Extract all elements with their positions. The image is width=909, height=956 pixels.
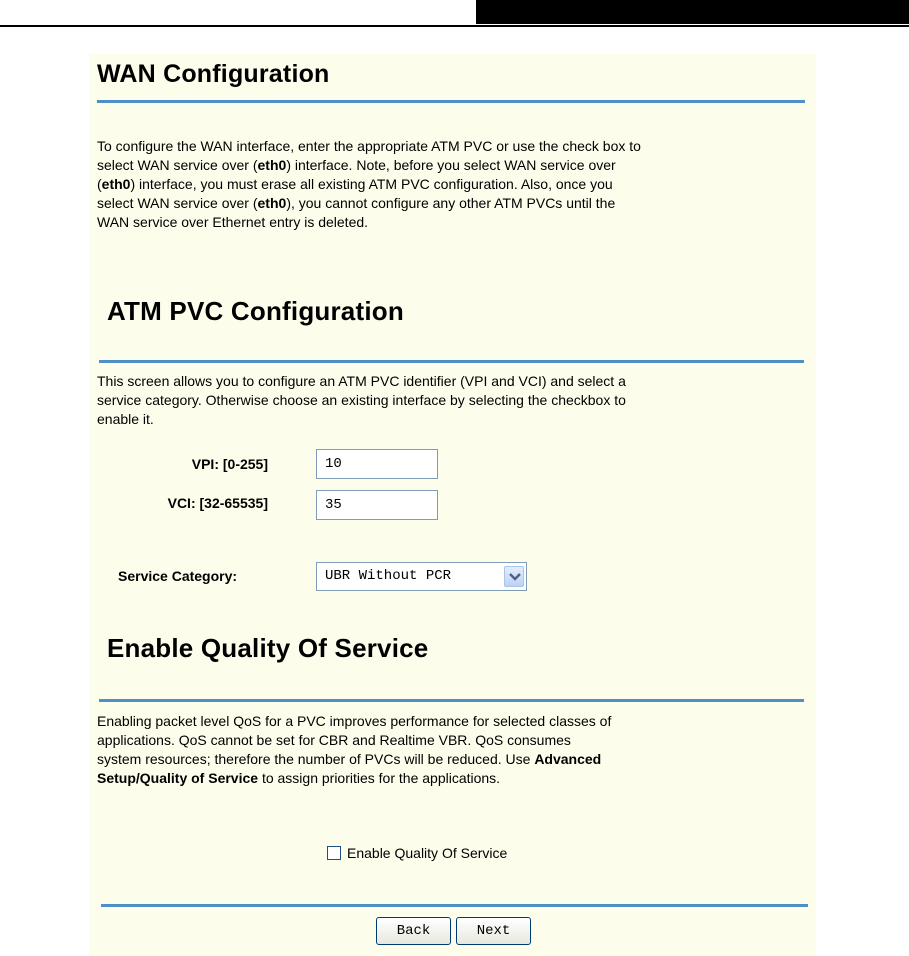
qos-desc-line-4: Setup/Quality of Service to assign priorities for the applications. (97, 770, 501, 786)
atm-desc-line-3: enable it. (97, 411, 154, 427)
wan-desc-line-3: (eth0) interface, you must erase all existing ATM PVC configuration. Also, once you (97, 176, 613, 192)
enable-qos-checkbox[interactable] (327, 846, 341, 860)
atm-desc-line-1: This screen allows you to configure an ATM PVC identifier (VPI and VCI) and select a (97, 373, 626, 389)
wan-desc-line-4: select WAN service over (eth0), you cannot configure any other ATM PVCs until the (97, 195, 616, 211)
service-category-select[interactable] (316, 562, 527, 591)
dropdown-arrow-button[interactable] (504, 566, 524, 587)
vci-input[interactable]: 35 (316, 490, 438, 520)
qos-divider (99, 699, 804, 702)
enable-qos-label[interactable]: Enable Quality Of Service (347, 845, 508, 861)
atm-title: ATM PVC Configuration (107, 296, 404, 326)
vpi-input[interactable]: 10 (316, 449, 438, 479)
wan-desc-line-5: WAN service over Ethernet entry is deleted. (97, 214, 369, 230)
qos-desc-line-3: system resources; therefore the number of PVCs will be reduced. Use Advanced (97, 751, 602, 767)
next-button[interactable]: Next (456, 917, 531, 945)
wan-desc-line-2: select WAN service over (eth0) interface. Note, before you select WAN service over (97, 157, 616, 173)
chevron-down-icon (509, 573, 521, 582)
wan-divider (97, 100, 805, 103)
vci-label: VCI: [32-65535] (167, 495, 268, 511)
wan-desc-line-1: To configure the WAN interface, enter the appropriate ATM PVC or use the check box to (97, 138, 641, 154)
service-category-label: Service Category: (118, 568, 238, 584)
header-rule (0, 25, 909, 27)
atm-desc-line-2: service category. Otherwise choose an existing interface by selecting the checkbox to (97, 392, 626, 408)
footer-divider (101, 904, 808, 907)
back-button[interactable]: Back (376, 917, 451, 945)
atm-divider (99, 360, 804, 363)
vpi-label: VPI: [0-255] (191, 456, 268, 472)
header-black-bar (476, 0, 909, 24)
service-category-value: UBR Without PCR (325, 568, 452, 584)
qos-title: Enable Quality Of Service (107, 633, 429, 663)
qos-desc-line-2: applications. QoS cannot be set for CBR and Realtime VBR. QoS consumes (97, 732, 571, 748)
wan-title: WAN Configuration (97, 60, 330, 88)
qos-desc-line-1: Enabling packet level QoS for a PVC improves performance for selected classes of (97, 713, 612, 729)
